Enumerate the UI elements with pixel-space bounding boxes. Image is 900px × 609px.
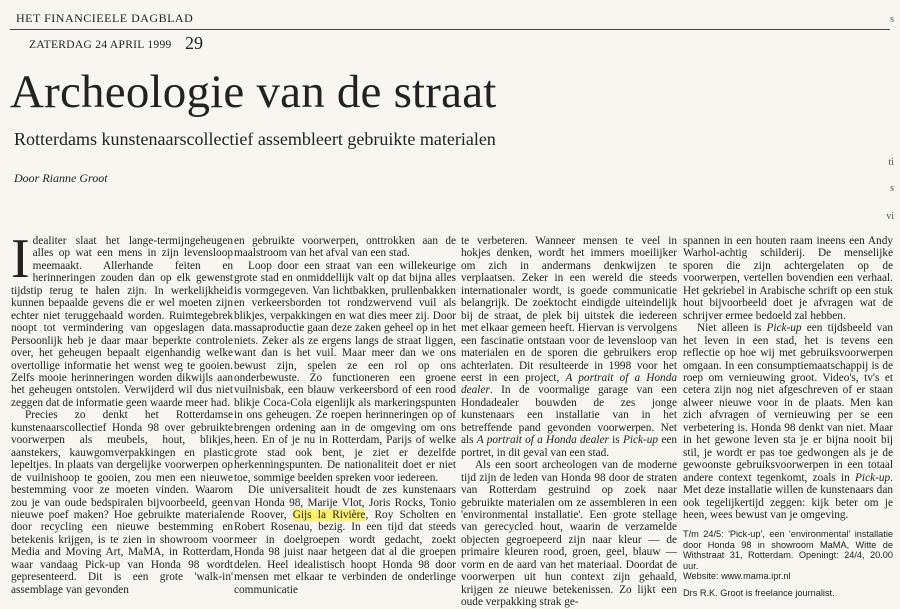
text-run: Die universaliteit houdt de zes kunstenaars van Honda 98, Marije Vlot, Joris Rocks, Tonio de Roover, <box>234 484 456 521</box>
paragraph: Loop door een straat van een willekeurige grote stad en onmiddellijk valt op dat bijna alles is vormgegeven. Van lichtbakken, prullenbakken en verkeersborden tot rondzwervend vuil als blikjes, verpakkingen en wat dies meer zij. Door massaproductie gaan deze zaken geheel op in het niets. Zeker als ze ergens langs de straat liggen, want dan is het vuil. Maar meer dan we ons bewust zijn, spelen ze een rol op ons onderbewuste. Zo functioneren een groene vuilnisbak, een blauw verkeersbord of een rood blikje Coca-Cola eigenlijk als markeringspunten in ons geheugen. Ze roepen herinneringen op of brengen ordening aan in de omgeving om ons heen. En of je nu in Rotterdam, Parijs of welke grote stad ook bent, je ziet er dezelfde herkenningspunten. De nationaliteit doet er niet toe, sommige beelden spreken voor iedereen. <box>234 259 456 484</box>
text-run: is <box>608 434 623 447</box>
text-run: een portret, in dit geval van een stad. <box>461 434 677 459</box>
newspaper-name: HET FINANCIEELE DAGBLAD <box>16 11 194 25</box>
margin-mark: s <box>890 14 894 25</box>
article-column-4 <box>683 235 893 599</box>
article-column-1 <box>11 228 233 596</box>
italic-title: Pick-up <box>855 471 891 484</box>
text-run: Niet alleen is <box>697 322 767 335</box>
article-column-3 <box>461 235 677 609</box>
italic-title: Pick-up <box>766 322 802 335</box>
drop-cap: I <box>11 228 30 290</box>
highlighted-name: Gijs la Rivière <box>292 508 366 521</box>
margin-mark: ti <box>888 157 894 168</box>
text-run: . In de voormalige garage van een Hondadealer bouwden de zes jonge kunstenaars een installatie van in het betreffende pand gevonden voorwerpen. Net als <box>461 384 677 447</box>
italic-title: A portrait of a Honda dealer <box>461 371 677 397</box>
paragraph: Precies zo denkt het Rotterdamse kunstenaarscollectief Honda 98 over gebruikte voorwerpen als meubels, hout, blikjes, aanstekers, kauwgomverpakkingen en plastic lepeltjes. In plaats van dergelijke voorwerpen op de vuilnishoop te gooien, zou men een nieuwe bestemming voor ze moeten vinden. Waarom zou je van oude bedspiralen bijvoorbeeld, geen nieuwe poef maken? Hoe gebruikte materialen door recycling een nieuwe bestemming en betekenis krijgen, is te zien in showroom voor Media and Moving Art, MaMA, in Rotterdam, waar vandaag Pick-up van Honda 98 wordt gepresenteerd. Dit is een grote 'walk-in' assemblage van gevonden <box>11 409 233 596</box>
paragraph <box>683 322 893 521</box>
paragraph: dealiter slaat het lange-termijngeheugen alles op wat een mens in zijn levensloop meemaakt. Allerhande feiten en herinneringen zouden dan op elk gewenst tijdstip terug te halen zijn. In werkelijkheid kunnen bepaalde gevens die er wel moeten zijn echter niet teruggehaald worden. Ruimtegebrek noopt tot vermindering van opgeslagen data. Persoonlijk heb je daar maar beperkte controle over, het geheugen bepaalt eigenhandig welke overtollige informatie het wenst weg te gooien. Zelfs mooie herinneringen worden dikwijls aan het geheugen ontstolen. Verwijderd wil dus niet zeggen dat de informatie geen waarde meer had. <box>11 235 233 409</box>
margin-mark: vi <box>886 211 894 222</box>
page-number: 29 <box>185 33 203 53</box>
paragraph: spannen in een houten raam ineens een Andy Warhol-achtig schilderij. De menselijke sporen die zijn achtergelaten op de voorwerpen, vertellen bovendien een verhaal. Het gekriebel in Arabische schrift op een stuk hout bijvoorbeeld doet je afvragen wat de schrijver ermee bedoeld zal hebben. <box>683 235 893 322</box>
author-credit: Drs R.K. Groot is freelance journalist. <box>683 587 835 598</box>
article-subhead: Rotterdams kunstenaarscollectief assembleert gebruikte materialen <box>14 129 496 149</box>
article-column-2 <box>234 235 456 596</box>
issue-date: ZATERDAG 24 APRIL 1999 <box>29 39 172 51</box>
italic-title: A portrait of a Honda dealer <box>476 434 609 447</box>
text-run: te verbeteren. Wanneer mensen te veel in hokjes denken, wordt het immers moeilijker om zich in andermans denkwijzen te verplaatsen. Zeker in een wereld die steeds internationaler wordt, is goede communicatie belangrijk. De zoektocht eindigde uiteindelijk bij de straat, de plek bij uitstek die iedereen met elkaar gemeen heeft. Hiervan is vervolgens een fascinatie ontstaan voor de levensloop van materialen en de sporen die gebruikers erop achterlaten. Dit resulteerde in 1998 voor het eerst in een project, <box>461 235 677 384</box>
exhibition-info: T/m 24/5: 'Pick-up', een 'environmental' installatie door Honda 98 in showroom MaMA, Witte de Withstraat 31, Rotterdam. Openingt: 24/4, 20.00 uur. <box>683 529 893 571</box>
byline: Door Rianne Groot <box>14 171 108 185</box>
paragraph <box>234 484 456 596</box>
text-run: , Roy Scholten en Robert Rosenau, bezig. In een tijd dat steeds meer in doelgroepen wordt gedacht, zoekt Honda 98 juist naar hetgeen dat al die groepen delen. Heel idealistisch hoopt Honda 98 door mensen met elkaar te verbinden de onderlinge communicatie <box>234 508 456 596</box>
website-info: Website: www.mama.ipr.nl <box>683 571 791 582</box>
text-run: een tijdsbeeld van het leven in een stad, het is tevens een reflectie op hoe wij met gebruiksvoorwerpen omgaan. In een consumptiemaatschappij is de roep om vernieuwing groot. Video's, tv's et cetera zijn nog niet afgeschreven of er staan alweer nieuwe voor in de plaats. Men kan zich afvragen of vernieuwing per se een verbetering is. Honda 98 denkt van niet. Maar in het gewone leven sta je er bijna nooit bij stil, je wordt er pas toe gedwongen als je de gewoonste gebruiksvoorwerpen in een totaal andere context tegenkomt, zoals in <box>683 322 893 484</box>
article-headline: Archeologie van de straat <box>10 66 497 118</box>
paragraph: Als een soort archeologen van de moderne tijd zijn de leden van Honda 98 door de straten van Rotterdam gestruind op zoek naar gebruikte materialen om ze assembleren in een 'environmental installatie'. Een grote stellage van gerecycled hout, waarin de verzamelde objecten gegroepeerd zijn naar kleur — de primaire kleuren rood, groen, geel, blauw — vorm en de aard van het materiaal. Doordat de voorwerpen uit hun context zijn gehaald, krijgen ze nieuwe betekenissen. Zo lijkt een oude verpakking strak ge- <box>461 459 677 609</box>
margin-mark: s <box>890 183 894 194</box>
italic-title: Pick-up <box>622 434 659 447</box>
text-run: . Met deze installatie willen de kunstenaars dan ook tegelijkertijd zeggen: kijk beter om je heen, wees bewust van je omgeving. <box>683 471 893 521</box>
paragraph <box>461 235 677 459</box>
header-rule <box>10 29 890 30</box>
paragraph: en gebruikte voorwerpen, onttrokken aan de maalstroom van het afval van een stad. <box>234 235 456 260</box>
